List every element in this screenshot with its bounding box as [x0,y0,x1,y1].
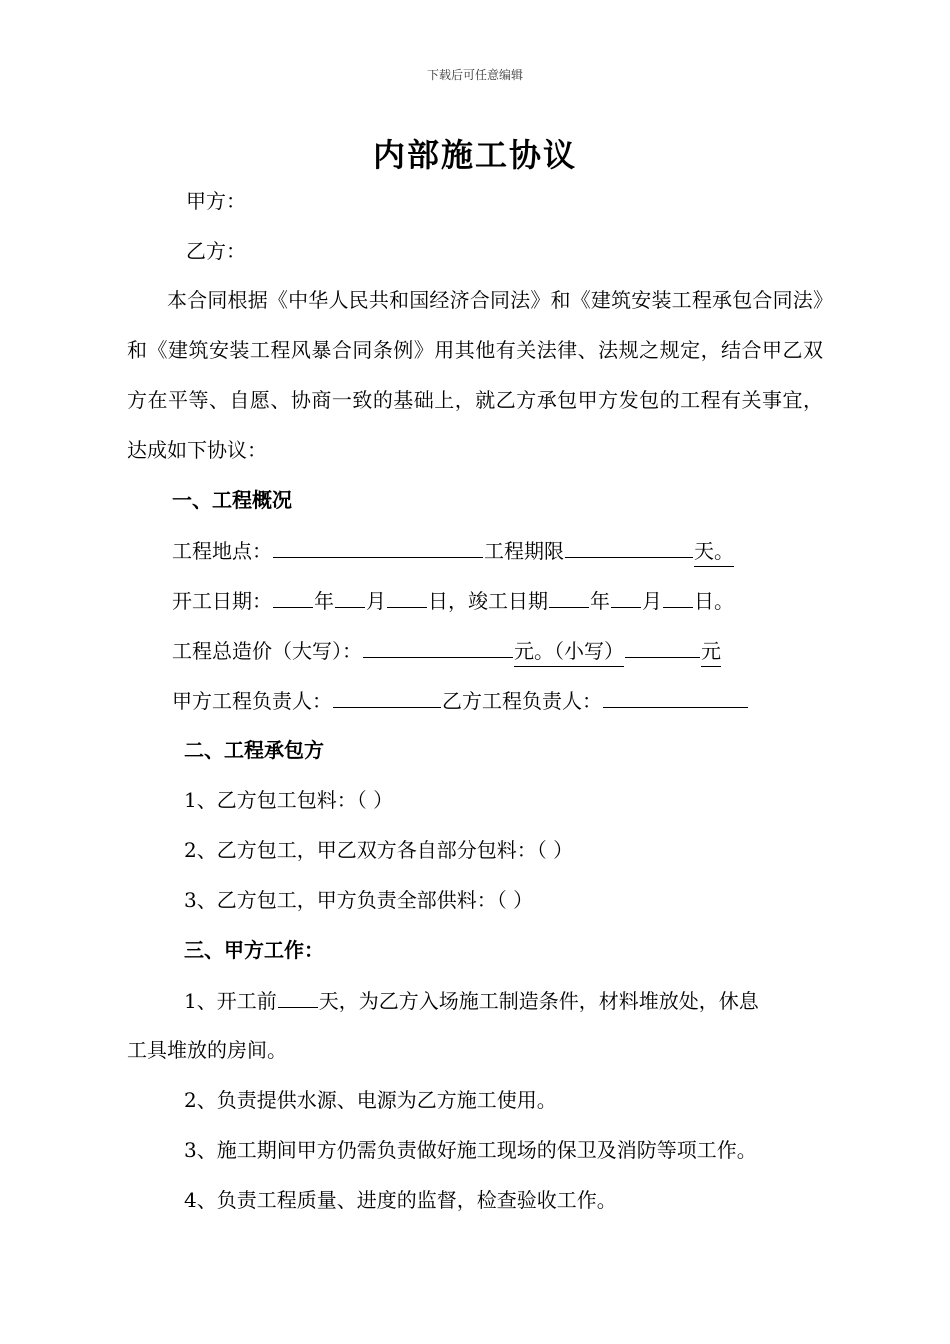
total-price-row [172,635,721,667]
dates-row [172,585,734,616]
intro-paragraph: 本合同根据《中华人民共和国经济合同法》和《建筑安装工程承包合同法》和《建筑安装工程风暴合同条例》用其他有关法律、法规之规定，结合甲乙双方在平等、自愿、协商一致的基础上，就乙方承包甲方发包的工程有关事宜，达成如下协议： [127,288,823,462]
party-a-duty-4: 4、负责工程质量、进度的监督，检查验收工作。 [184,1188,617,1212]
party-a-duty-1 [184,985,759,1016]
project-location-row [172,535,734,567]
party-a-label: 甲方： [186,189,246,213]
end-year-blank [549,585,589,608]
price-small-unit: 元 [701,636,721,667]
end-month-label: 月 [642,589,662,613]
end-day-blank [663,585,693,608]
contract-option-3: 3、乙方包工，甲方负责全部供料：（ ） [184,888,534,912]
section1-heading: 一、工程概况 [172,488,292,512]
price-big-label: 工程总造价（大写）： [172,639,362,663]
period-label: 工程期限 [484,539,564,563]
party-b-manager-label: 乙方工程负责人： [442,689,602,713]
start-day-blank [387,585,427,608]
contract-option-1: 1、乙方包工包料：（ ） [184,788,394,812]
location-blank [273,535,483,558]
duty1-prefix: 1、开工前 [184,989,277,1013]
start-year-blank [273,585,313,608]
day-comma-label: 日，竣工日期 [428,589,548,613]
party-a-manager-blank [333,685,441,708]
period-unit: 天。 [694,536,734,567]
price-small-blank [625,635,700,658]
start-month-blank [335,585,365,608]
party-a-duty-3: 3、施工期间甲方仍需负责做好施工现场的保卫及消防等项工作。 [184,1138,757,1162]
section3-heading: 三、甲方工作： [184,938,324,962]
party-b-label: 乙方： [186,239,246,263]
end-month-blank [611,585,641,608]
end-year-label: 年 [590,589,610,613]
days-before-blank [278,985,318,1008]
document-title: 内部施工协议 [372,136,577,174]
price-big-unit: 元。（小写） [514,636,624,667]
price-big-blank [363,635,513,658]
party-a-duty-2: 2、负责提供水源、电源为乙方施工使用。 [184,1088,557,1112]
contract-option-2: 2、乙方包工，甲乙双方各自部分包料：（ ） [184,838,574,862]
party-a-duty-1-cont: 工具堆放的房间。 [127,1038,287,1062]
location-label: 工程地点： [172,539,272,563]
party-a-manager-label: 甲方工程负责人： [172,689,332,713]
end-day-label: 日。 [694,589,734,613]
managers-row [172,685,749,716]
month-label: 月 [366,589,386,613]
page-header-note: 下载后可任意编辑 [426,68,523,82]
period-blank [565,535,693,558]
duty1-text: 天，为乙方入场施工制造条件，材料堆放处，休息 [318,989,759,1013]
section2-heading: 二、工程承包方 [184,738,324,762]
start-date-label: 开工日期： [172,589,272,613]
party-b-manager-blank [603,685,748,708]
year-label: 年 [314,589,334,613]
